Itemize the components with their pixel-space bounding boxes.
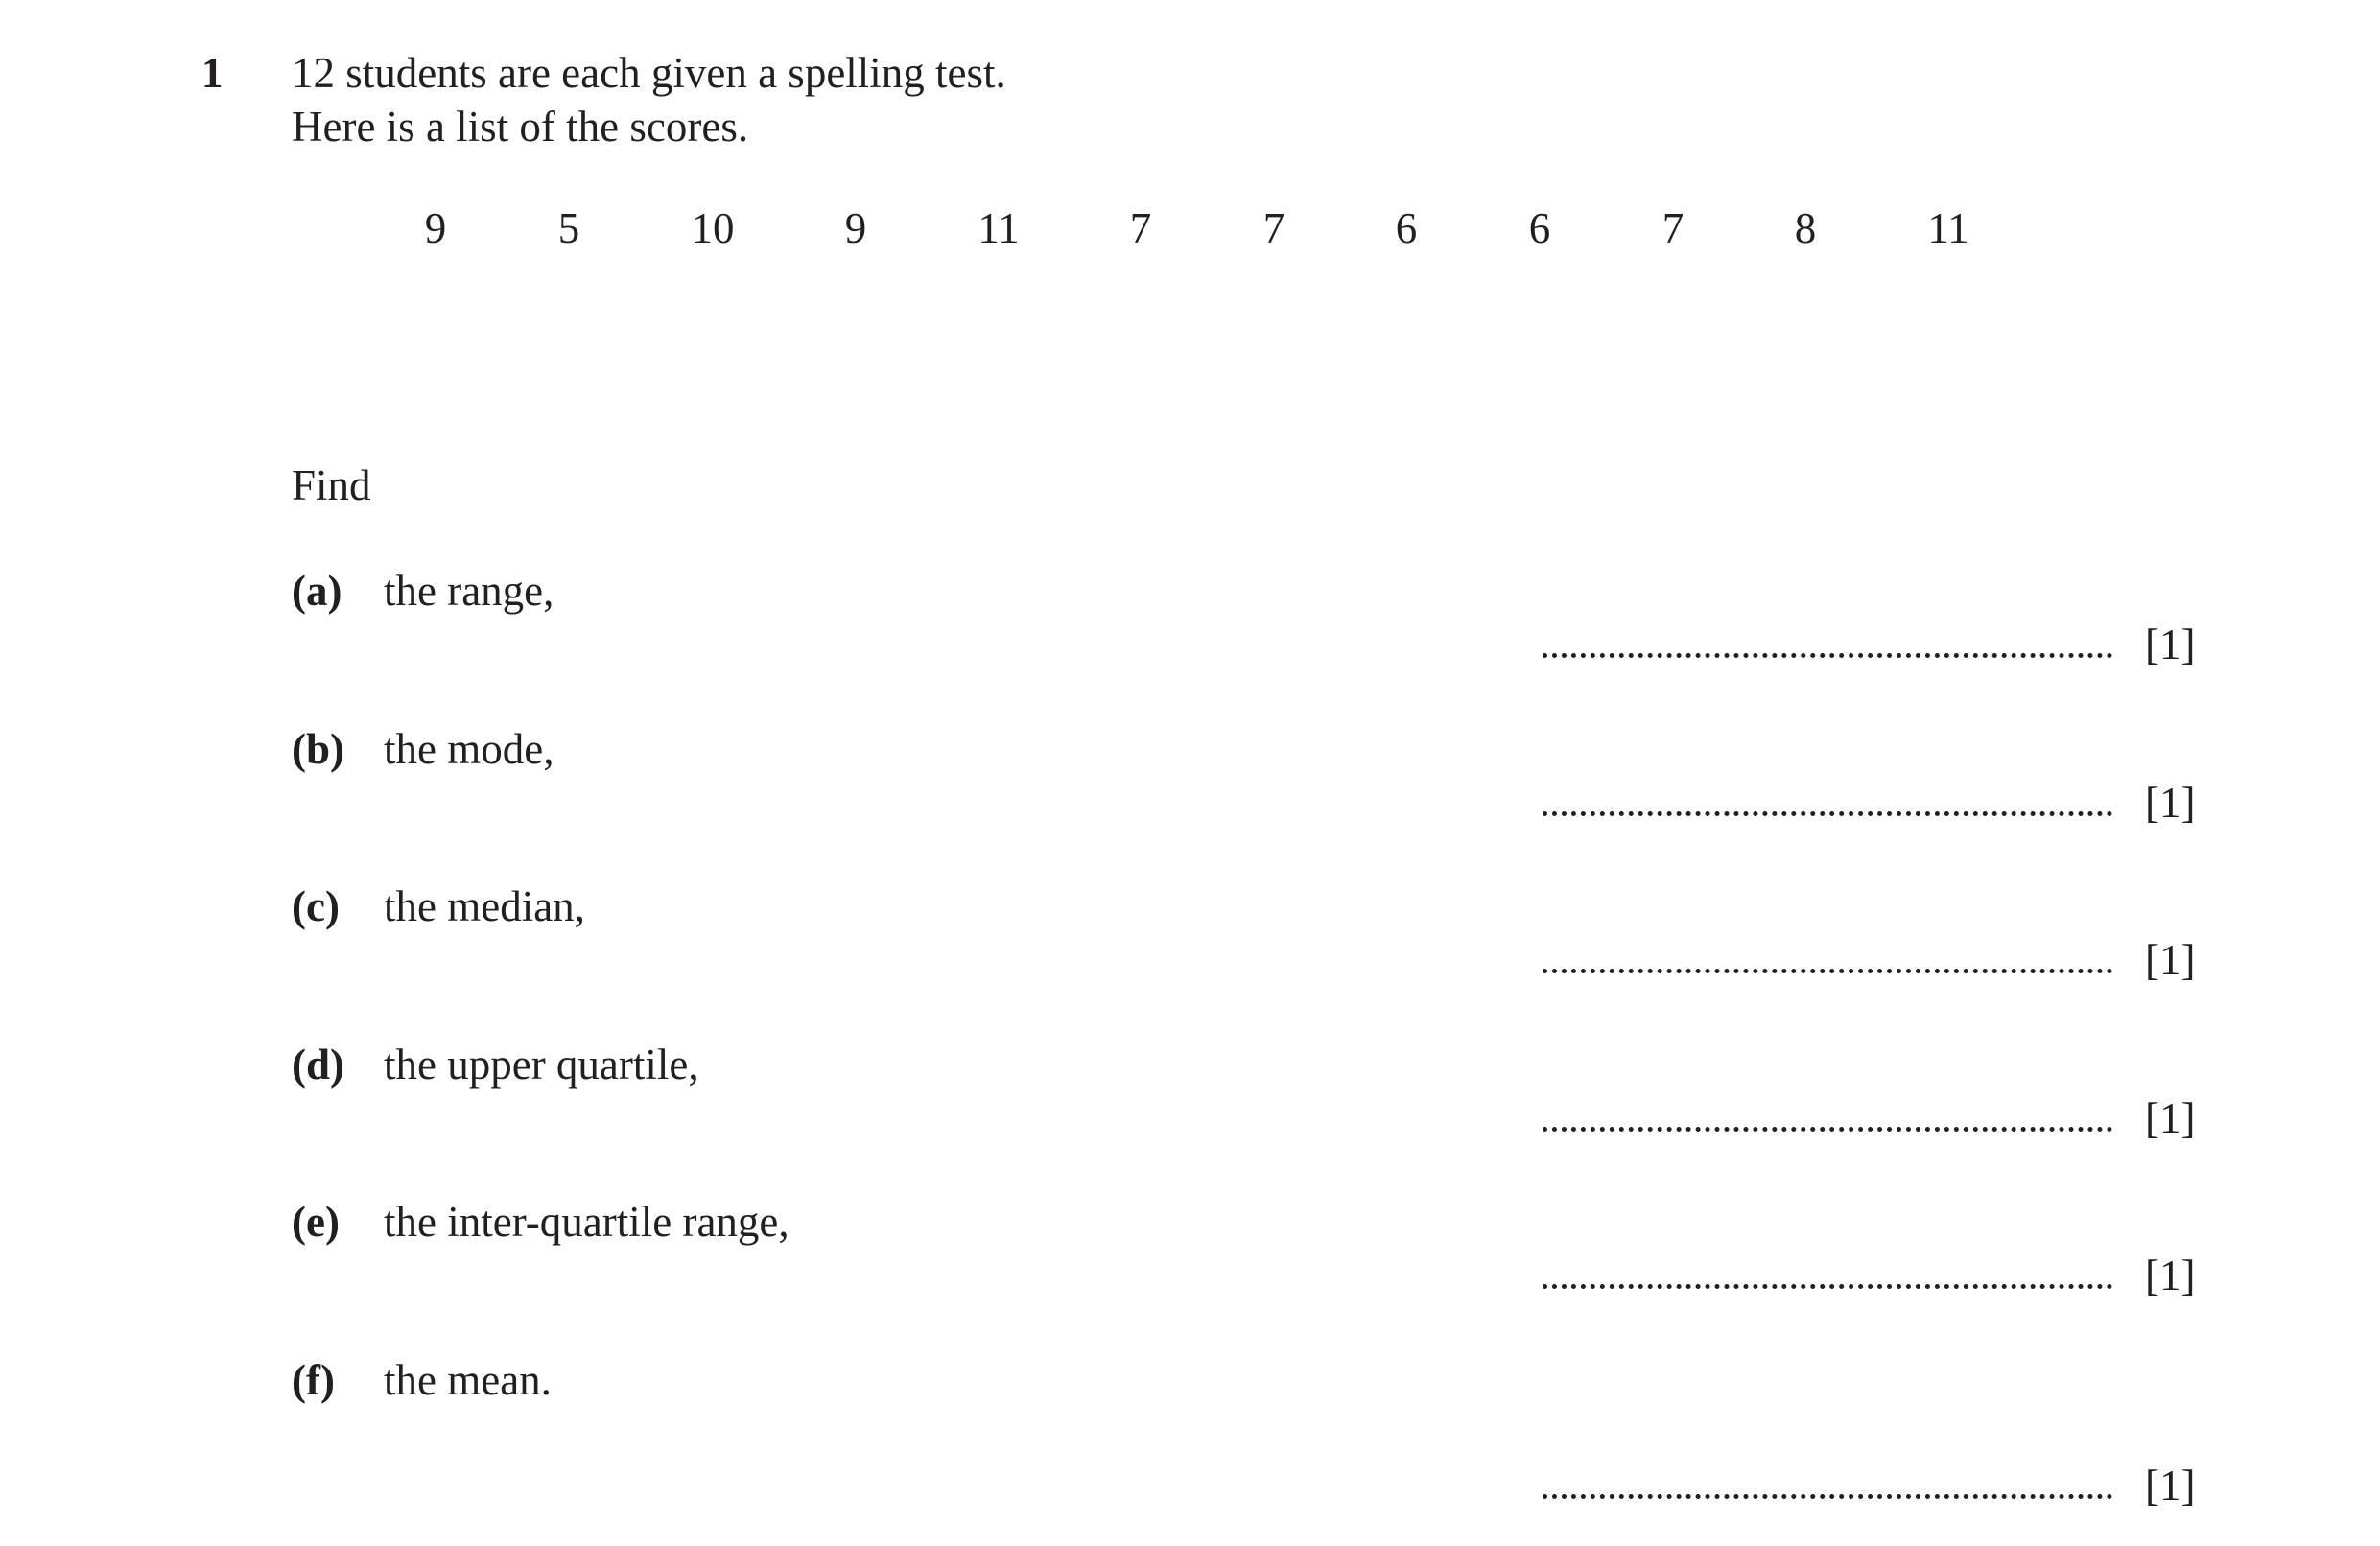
- answer-line[interactable]: [1543, 969, 2112, 973]
- score-value: 11: [978, 204, 1020, 252]
- question-stem: [292, 46, 1006, 153]
- answer-line[interactable]: [1543, 1284, 2112, 1289]
- marks-label: [1]: [2145, 1094, 2196, 1142]
- stem-line-2: Here is a list of the scores.: [292, 103, 749, 151]
- find-instruction: Find: [292, 461, 371, 509]
- stem-line-1: 12 students are each given a spelling test.: [292, 49, 1006, 97]
- question-number: 1: [201, 49, 224, 97]
- score-value: 6: [1528, 204, 1551, 252]
- part-label: (c): [292, 882, 340, 930]
- part-text: the upper quartile,: [384, 1041, 699, 1089]
- score-value: 9: [844, 204, 867, 252]
- score-value: 11: [1927, 204, 1969, 252]
- score-value: 9: [424, 204, 447, 252]
- marks-label: [1]: [2145, 779, 2196, 827]
- score-value: 7: [1661, 204, 1685, 252]
- answer-line[interactable]: [1543, 1127, 2112, 1132]
- score-value: 7: [1262, 204, 1285, 252]
- score-value: 8: [1794, 204, 1817, 252]
- marks-label: [1]: [2145, 936, 2196, 984]
- part-label: (a): [292, 567, 342, 615]
- part-text: the mode,: [384, 725, 554, 773]
- score-list: [365, 201, 2015, 259]
- part-label: (e): [292, 1198, 340, 1246]
- part-label: (f): [292, 1356, 335, 1404]
- part-label: (d): [292, 1041, 344, 1089]
- score-value: 6: [1395, 204, 1418, 252]
- part-text: the range,: [384, 567, 554, 615]
- part-text: the median,: [384, 882, 585, 930]
- part-label: (b): [292, 725, 344, 773]
- score-value: 10: [691, 204, 735, 252]
- answer-line[interactable]: [1543, 653, 2112, 658]
- marks-label: [1]: [2145, 1252, 2196, 1300]
- score-value: 7: [1129, 204, 1152, 252]
- marks-label: [1]: [2145, 621, 2196, 668]
- score-value: 5: [557, 204, 580, 252]
- part-text: the inter-quartile range,: [384, 1198, 789, 1246]
- answer-line[interactable]: [1543, 1494, 2112, 1499]
- marks-label: [1]: [2145, 1462, 2196, 1510]
- part-text: the mean.: [384, 1356, 552, 1404]
- answer-line[interactable]: [1543, 811, 2112, 816]
